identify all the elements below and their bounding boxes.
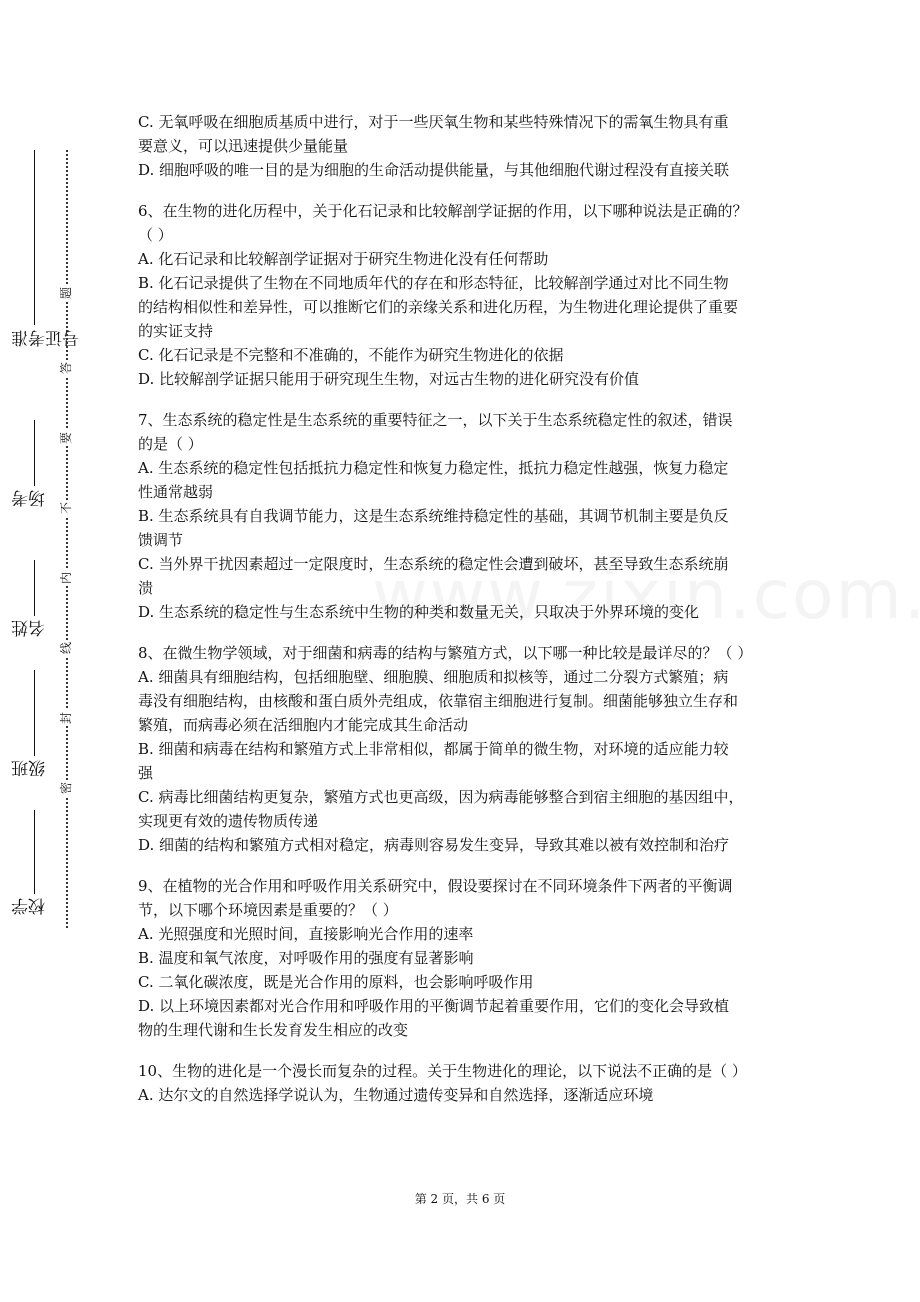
field-line-exam-number [34, 150, 35, 325]
field-label-school: 学校 [12, 898, 49, 915]
field-label-exam-room: 考场 [12, 490, 49, 507]
page-number: 第 2 页，共 6 页 [414, 1192, 506, 1206]
field-line-class [34, 670, 35, 756]
seal-char: 题 [59, 287, 73, 300]
seal-char: 内 [59, 572, 73, 585]
seal-char: 答 [59, 362, 73, 375]
text-line: B. 温度和氧气浓度，对呼吸作用的强度有显著影响 [138, 949, 474, 967]
text-line: 强 [138, 764, 154, 782]
text-line: 9、在植物的光合作用和呼吸作用关系研究中，假设要探讨在不同环境条件下两者的平衡调 [138, 877, 733, 895]
text-line: D. 细胞呼吸的唯一目的是为细胞的生命活动提供能量，与其他细胞代谢过程没有直接关联 [138, 161, 730, 179]
seal-char: 不 [59, 502, 73, 515]
field-line-name [34, 560, 35, 616]
question-gap [138, 391, 788, 408]
text-line: B. 化石记录提供了生物在不同地质年代的存在和形态特征，比较解剖学通过对比不同生物 [138, 274, 729, 292]
text-line: 毒没有细胞结构，由核酸和蛋白质外壳组成，依靠宿主细胞进行复制。细菌能够独立生存和 [138, 692, 739, 710]
text-line: 溃 [138, 579, 154, 597]
seal-char: 线 [59, 642, 73, 655]
seal-dotted-line [66, 150, 68, 928]
text-line: 要意义，可以迅速提供少量能量 [138, 137, 349, 155]
text-line: 6、在生物的进化历程中，关于化石记录和比较解剖学证据的作用，以下哪种说法是正确的？ [138, 202, 748, 220]
text-line: 实现更有效的遗传物质传递 [138, 812, 319, 830]
field-line-exam-room [34, 420, 35, 486]
text-line: A. 化石记录和比较解剖学证据对于研究生物进化没有任何帮助 [138, 250, 549, 268]
text-line: D. 以上环境因素都对光合作用和呼吸作用的平衡调节起着重要作用，它们的变化会导致植 [138, 997, 730, 1015]
text-line: B. 细菌和病毒在结构和繁殖方式上非常相似，都属于简单的微生物，对环境的适应能力较 [138, 740, 729, 758]
text-line: 馈调节 [138, 531, 184, 549]
text-line: 8、在微生物学领域，对于细菌和病毒的结构与繁殖方式，以下哪一种比较是最详尽的？（ ） [138, 644, 753, 662]
binding-strip [0, 0, 83, 1302]
text-line: 的结构相似性和差异性，可以推断它们的亲缘关系和进化历程，为生物进化理论提供了重要 [138, 298, 739, 316]
field-label-exam-number: 准考证号 [12, 330, 83, 347]
text-line: C. 化石记录是不完整和不准确的，不能作为研究生物进化的依据 [138, 346, 564, 364]
text-line: A. 达尔文的自然选择学说认为，生物通过遗传变异和自然选择，逐渐适应环境 [138, 1086, 654, 1104]
text-line: 物的生理代谢和生长发育发生相应的改变 [138, 1021, 409, 1039]
field-label-name: 姓名 [12, 620, 49, 637]
text-line: C. 无氧呼吸在细胞质基质中进行，对于一些厌氧生物和某些特殊情况下的需氧生物具有重 [138, 113, 729, 131]
text-line: 性通常越弱 [138, 483, 214, 501]
text-line: D. 细菌的结构和繁殖方式相对稳定，病毒则容易发生变异，导致其难以被有效控制和治疗 [138, 836, 730, 854]
text-line: 7、生态系统的稳定性是生态系统的重要特征之一，以下关于生态系统稳定性的叙述，错误 [138, 411, 733, 429]
seal-char: 封 [59, 712, 73, 725]
text-line: 繁殖，而病毒必须在活细胞内才能完成其生命活动 [138, 716, 469, 734]
question-gap [138, 1042, 788, 1059]
seal-char: 密 [59, 782, 73, 795]
text-line: 的实证支持 [138, 322, 214, 340]
seal-char: 要 [59, 432, 73, 445]
question-gap [138, 857, 788, 874]
text-line: B. 生态系统具有自我调节能力，这是生态系统维持稳定性的基础，其调节机制主要是负反 [138, 507, 729, 525]
text-line: 节，以下哪个环境因素是重要的？（ ） [138, 901, 398, 919]
field-line-school [34, 810, 35, 894]
text-line: （ ） [138, 226, 173, 244]
text-line: C. 当外界干扰因素超过一定限度时，生态系统的稳定性会遭到破坏，甚至导致生态系统崩 [138, 555, 729, 573]
question-content [138, 110, 788, 1107]
text-line: A. 光照强度和光照时间，直接影响光合作用的速率 [138, 925, 474, 943]
question-gap [138, 182, 788, 199]
field-label-class: 班级 [12, 760, 49, 777]
text-line: C. 二氧化碳浓度，既是光合作用的原料，也会影响呼吸作用 [138, 973, 534, 991]
text-line: 的是（ ） [138, 435, 203, 453]
text-line: 10、生物的进化是一个漫长而复杂的过程。关于生物进化的理论，以下说法不正确的是（ ） [138, 1062, 747, 1080]
text-line: A. 生态系统的稳定性包括抵抗力稳定性和恢复力稳定性，抵抗力稳定性越强，恢复力稳定 [138, 459, 729, 477]
text-line: D. 生态系统的稳定性与生态系统中生物的种类和数量无关，只取决于外界环境的变化 [138, 603, 700, 621]
text-line: C. 病毒比细菌结构更复杂，繁殖方式也更高级，因为病毒能够整合到宿主细胞的基因组中， [138, 788, 744, 806]
text-line: D. 比较解剖学证据只能用于研究现生生物，对远古生物的进化研究没有价值 [138, 370, 640, 388]
question-gap [138, 624, 788, 641]
text-line: A. 细菌具有细胞结构，包括细胞壁、细胞膜、细胞质和拟核等，通过二分裂方式繁殖；病 [138, 668, 729, 686]
